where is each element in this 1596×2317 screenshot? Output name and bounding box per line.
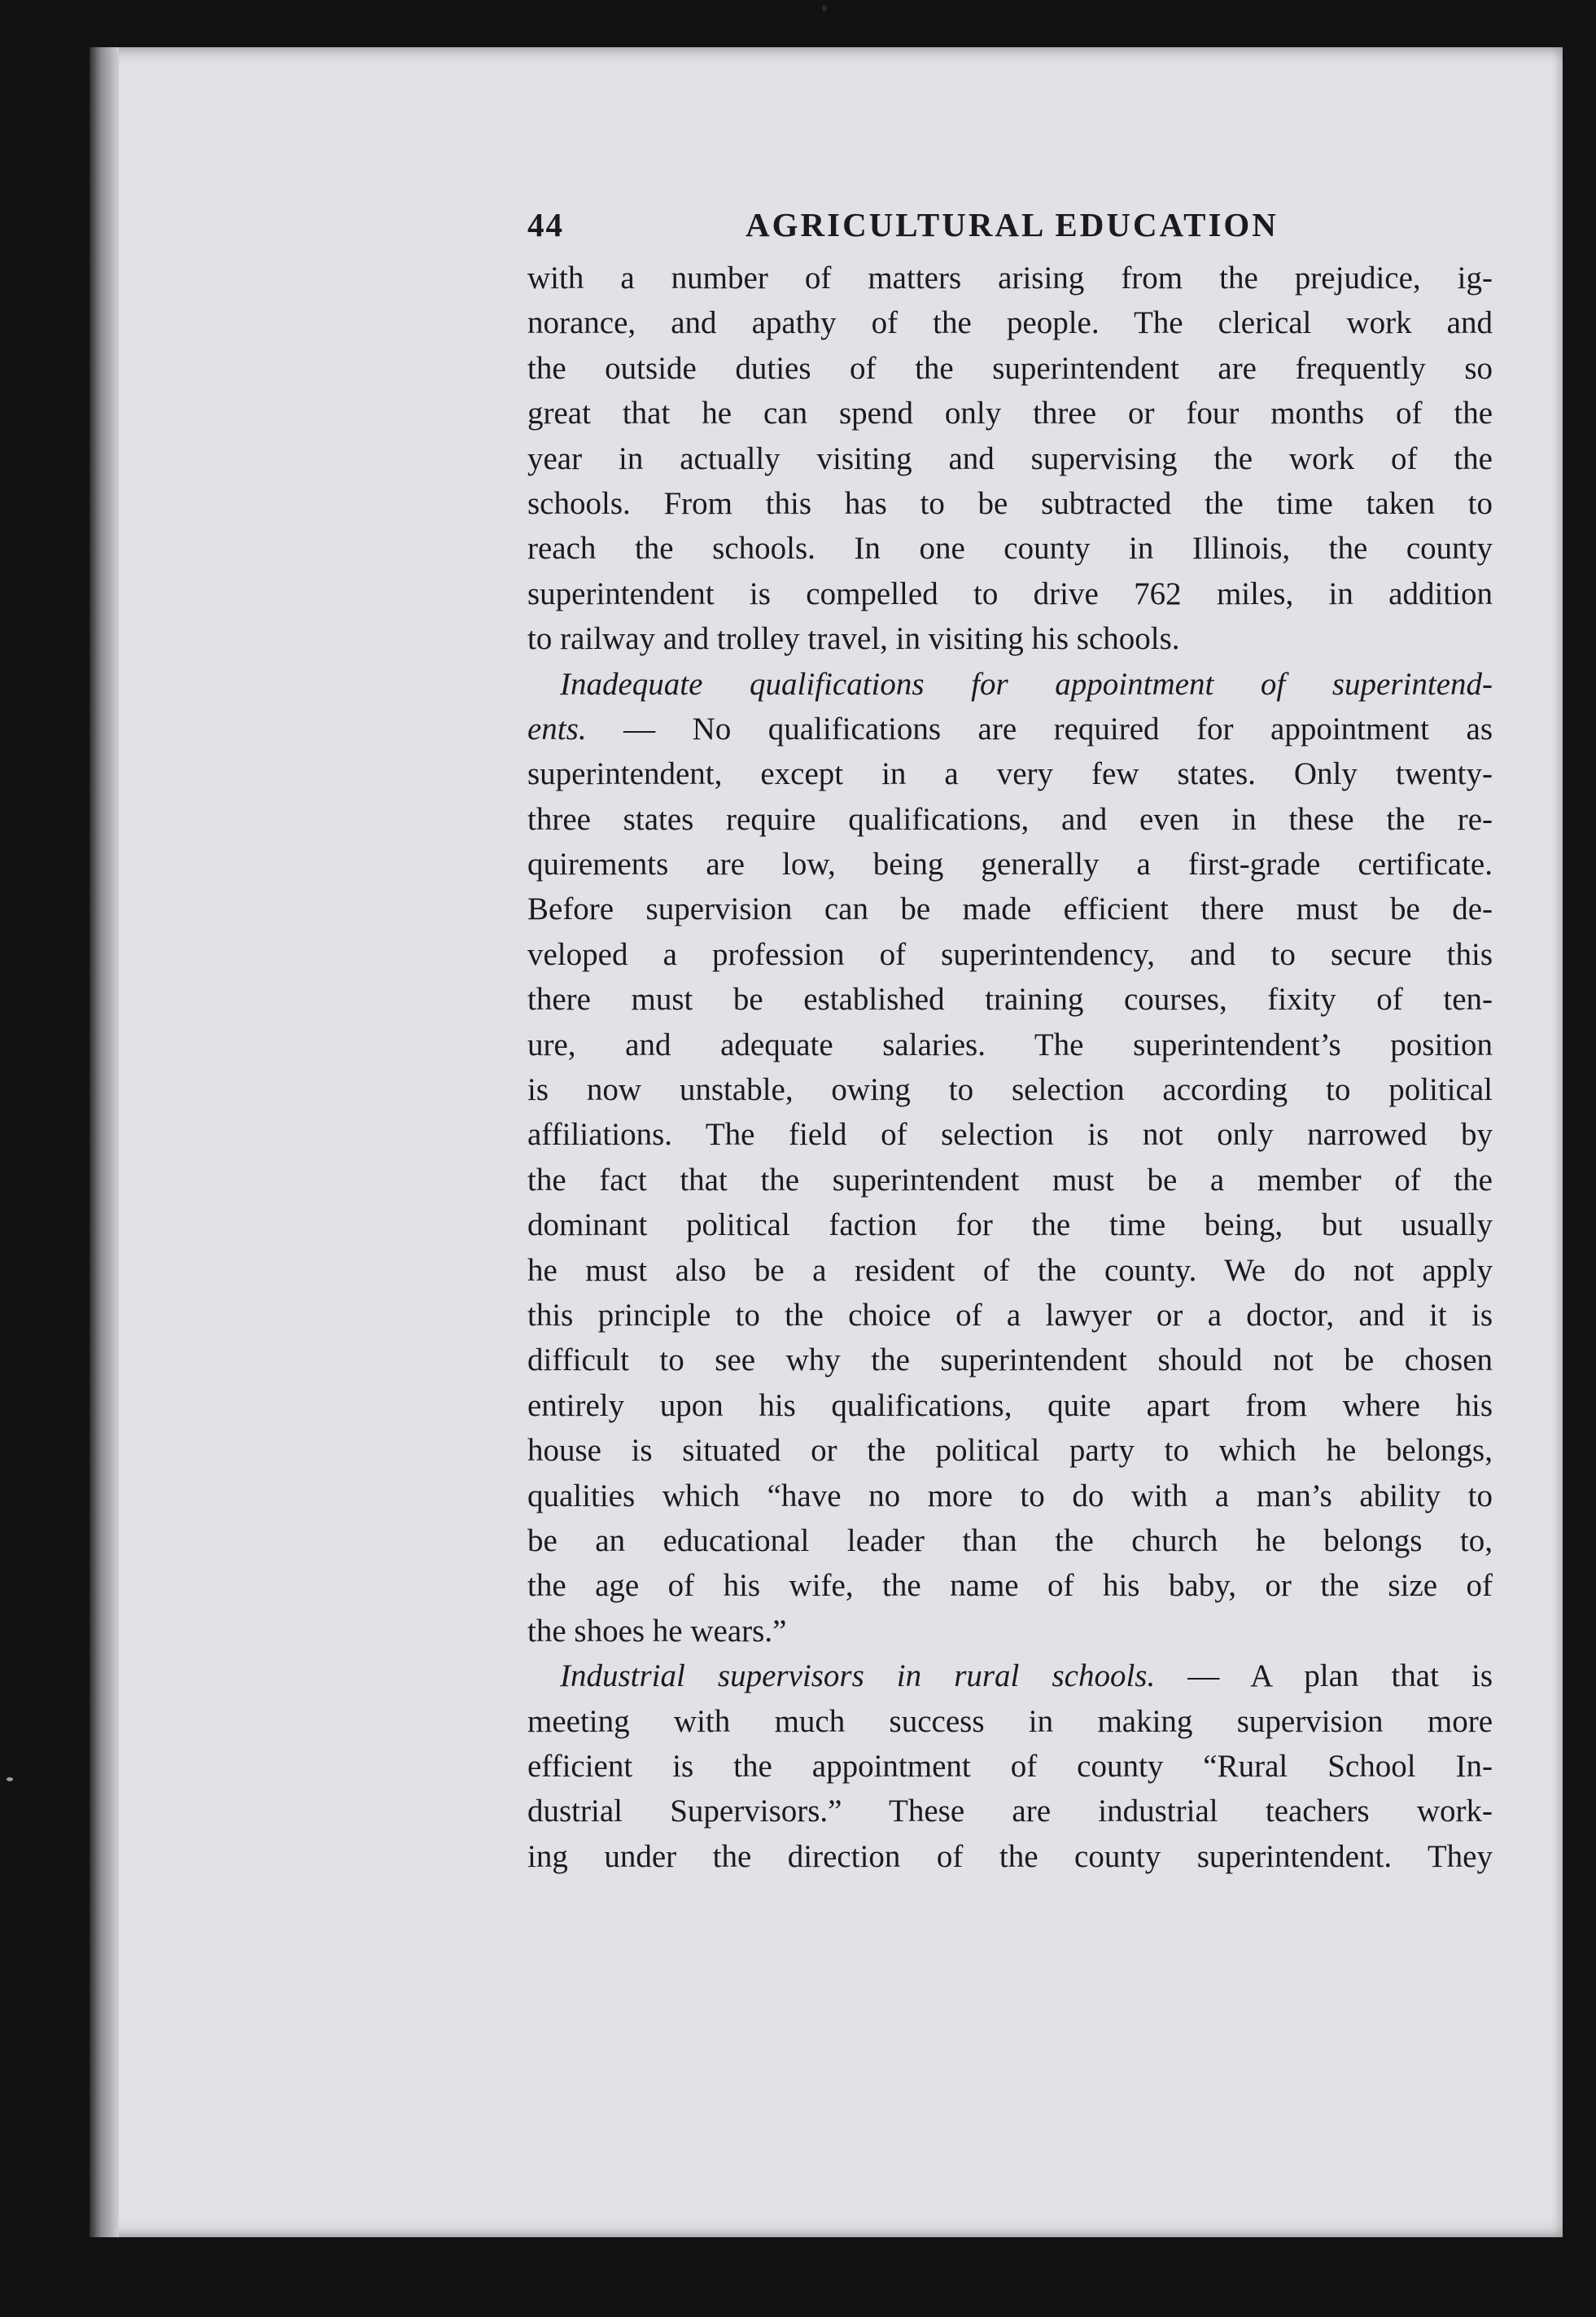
text-line: he must also be a resident of the county. We do not apply: [527, 1252, 1493, 1288]
running-title: AGRICULTURAL EDUCATION: [746, 206, 1279, 243]
section-heading-continuation: ents.: [527, 711, 587, 747]
text-line: meeting with much success in making supervision more: [527, 1703, 1493, 1739]
text-line: reach the schools. In one county in Illinois, the county: [527, 531, 1493, 567]
text-line: there must be established training courses, fixity of ten-: [527, 982, 1493, 1018]
text-line: [527, 707, 1493, 751]
text-line: dominant political faction for the time being, but usually: [527, 1207, 1493, 1243]
text-line: be an educational leader than the church he belongs to,: [527, 1522, 1493, 1558]
text-line: quirements are low, being generally a first-grade certificate.: [527, 847, 1493, 883]
text-line: veloped a profession of superintendency, and to secure this: [527, 936, 1493, 972]
text-line: house is situated or the political party to which he belongs,: [527, 1433, 1493, 1469]
text-line: the fact that the superintendent must be a member of the: [527, 1162, 1493, 1198]
text-line: norance, and apathy of the people. The clerical work and: [527, 305, 1493, 341]
scan-speck: [7, 1777, 13, 1781]
text-line: ing under the direction of the county superintendent. They: [527, 1838, 1493, 1874]
paragraph-county-supervision: [527, 256, 1493, 662]
text-line: difficult to see why the superintendent should not be chosen: [527, 1342, 1493, 1378]
scan-speck: [822, 5, 827, 11]
text-line-remainder: — A plan that is: [1155, 1658, 1493, 1694]
text-line: entirely upon his qualifications, quite apart from where his: [527, 1387, 1493, 1423]
page-text: [527, 194, 1493, 1879]
text-line: is now unstable, owing to selection according to political: [527, 1072, 1493, 1108]
section-heading-industrial-supervisors: Industrial supervisors in rural schools.: [560, 1658, 1156, 1694]
text-line: superintendent, except in a very few states. Only twenty-: [527, 756, 1493, 792]
text-line: this principle to the choice of a lawyer or a doctor, and it is: [527, 1297, 1493, 1333]
page-number: 44: [527, 206, 564, 243]
running-head: [527, 194, 1493, 256]
text-line: the age of his wife, the name of his baby, or the size of: [527, 1568, 1493, 1604]
text-line-remainder: — No qualifications are required for appointment as: [586, 711, 1493, 747]
text-line: [527, 1653, 1493, 1698]
text-line: superintendent is compelled to drive 762 miles, in addition: [527, 576, 1493, 611]
section-heading-qualifications: Inadequate qualifications for appointment of superintend-: [560, 666, 1493, 702]
text-line: affiliations. The field of selection is not only narrowed by: [527, 1117, 1493, 1153]
text-line: great that he can spend only three or four months of the: [527, 396, 1493, 431]
text-line: three states require qualifications, and even in these the re-: [527, 801, 1493, 837]
text-line: the shoes he wears.”: [527, 1613, 787, 1649]
paragraph-industrial-supervisors: [527, 1653, 1493, 1879]
text-line: qualities which “have no more to do with a man’s ability to: [527, 1478, 1493, 1513]
text-line: schools. From this has to be subtracted the time taken to: [527, 485, 1493, 521]
text-line: efficient is the appointment of county “Rural School In-: [527, 1748, 1493, 1784]
text-line: dustrial Supervisors.” These are industrial teachers work-: [527, 1794, 1493, 1829]
text-line: Before supervision can be made efficient there must be de-: [527, 891, 1493, 927]
paragraph-inadequate-qualifications: [527, 662, 1493, 1654]
text-line: year in actually visiting and supervising the work of the: [527, 440, 1493, 476]
text-line: to railway and trolley travel, in visiting his schools.: [527, 621, 1180, 657]
text-line: ure, and adequate salaries. The superintendent’s position: [527, 1027, 1493, 1062]
text-line: the outside duties of the superintendent are frequently so: [527, 350, 1493, 386]
text-line: with a number of matters arising from the prejudice, ig-: [527, 261, 1493, 296]
page-binding-edge: [90, 47, 119, 2237]
